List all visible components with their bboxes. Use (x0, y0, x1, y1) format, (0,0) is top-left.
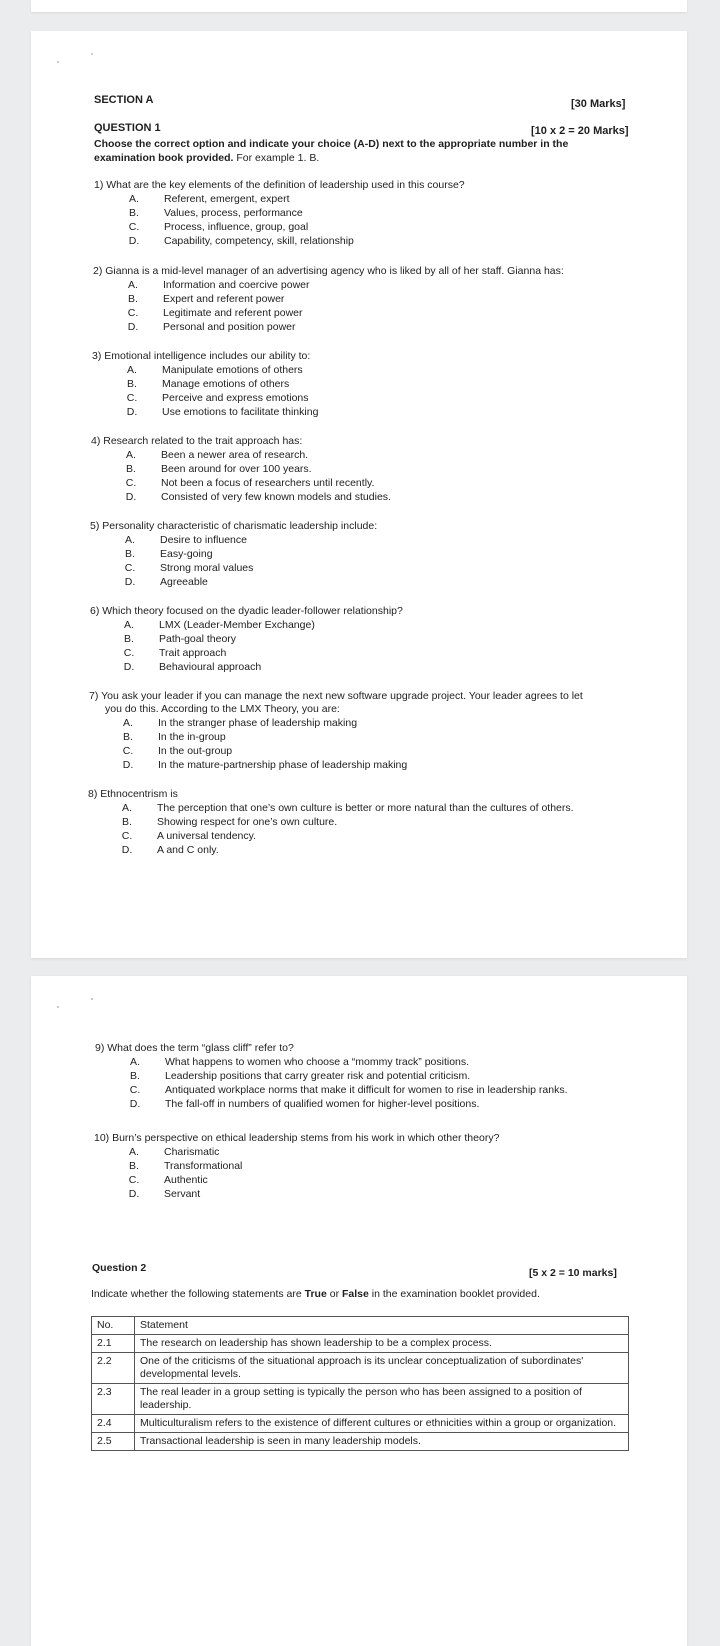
instruction-text: Indicate whether the following statements are (91, 1288, 305, 1300)
instruction-bold-text: examination book provided. (94, 152, 234, 164)
option-letter: D. (126, 406, 138, 418)
option-letter: D. (129, 1098, 141, 1110)
option-text: Easy-going (160, 548, 213, 560)
question1-instruction-line2 (94, 152, 319, 164)
option-text: In the stranger phase of leadership making (158, 717, 358, 729)
option-text: Leadership positions that carry greater risk and potential criticism. (165, 1070, 471, 1082)
option-text: Showing respect for one’s own culture. (157, 816, 338, 828)
option-letter: A. (123, 717, 133, 729)
option-text: In the in-group (158, 731, 226, 743)
instruction-false: False (341, 1288, 369, 1300)
option-text: A universal tendency. (157, 830, 257, 842)
scan-speck (91, 998, 93, 1000)
instruction-text: or (326, 1288, 342, 1300)
question-stem: 4) Research related to the trait approach has: (91, 435, 303, 447)
option-text: Process, influence, group, goal (164, 221, 309, 233)
scan-speck (57, 1006, 59, 1008)
section-marks: [30 Marks] (571, 98, 626, 110)
option-letter: A. (128, 279, 138, 291)
instruction-example-text: For example 1. B. (236, 152, 320, 164)
option-letter: D. (125, 491, 137, 503)
option-text: Been around for over 100 years. (161, 463, 312, 475)
row-number: 2.1 (92, 1335, 135, 1353)
option-letter: B. (123, 731, 133, 743)
option-letter: A. (122, 802, 132, 814)
option-text: Charismatic (164, 1146, 220, 1158)
row-number: 2.4 (92, 1415, 135, 1433)
question1-title: QUESTION 1 (94, 122, 161, 134)
option-letter: D. (123, 661, 135, 673)
question2-marks: [5 x 2 = 10 marks] (529, 1267, 617, 1279)
true-false-table (91, 1316, 629, 1451)
option-letter: B. (130, 1070, 140, 1082)
question1-instruction-line1: Choose the correct option and indicate your choice (A-D) next to the appropriate number in the (94, 138, 569, 150)
option-letter: D. (124, 576, 136, 588)
table-row (92, 1433, 629, 1451)
option-letter: D. (122, 759, 134, 771)
option-letter: D. (121, 844, 133, 856)
document-page-2 (31, 976, 687, 1646)
table-row (92, 1384, 629, 1415)
option-letter: B. (127, 378, 137, 390)
question2-instruction (91, 1288, 540, 1300)
option-letter: B. (128, 293, 138, 305)
option-text: Not been a focus of researchers until recently. (161, 477, 375, 489)
row-statement: Transactional leadership is seen in many leadership models. (135, 1433, 629, 1451)
option-text: Been a newer area of research. (161, 449, 309, 461)
question2-title: Question 2 (92, 1262, 147, 1274)
option-text: The fall-off in numbers of qualified women for higher-level positions. (165, 1098, 480, 1110)
question-stem: 10) Burn’s perspective on ethical leadership stems from his work in which other theory? (94, 1132, 500, 1144)
option-letter: B. (126, 463, 136, 475)
question1-marks: [10 x 2 = 20 Marks] (531, 125, 629, 137)
option-text: Path-goal theory (159, 633, 237, 645)
table-row (92, 1353, 629, 1384)
option-text: Trait approach (159, 647, 227, 659)
option-text: Transformational (164, 1160, 243, 1172)
option-text: Agreeable (160, 576, 208, 588)
option-text: Perceive and express emotions (162, 392, 309, 404)
option-letter: A. (127, 364, 137, 376)
table-header-row (92, 1317, 629, 1335)
option-text: Expert and referent power (163, 293, 285, 305)
instruction-true: True (304, 1288, 327, 1300)
option-text: Use emotions to facilitate thinking (162, 406, 319, 418)
question-stem: 3) Emotional intelligence includes our ability to: (92, 350, 311, 362)
option-text: Consisted of very few known models and studies. (161, 491, 391, 503)
option-letter: B. (129, 207, 139, 219)
question-stem: 5) Personality characteristic of charismatic leadership include: (90, 520, 378, 532)
option-text: Authentic (164, 1174, 208, 1186)
column-header-statement: Statement (135, 1317, 629, 1335)
scan-speck (57, 61, 59, 63)
option-text: Information and coercive power (163, 279, 310, 291)
option-letter: C. (124, 562, 136, 574)
option-letter: A. (126, 449, 136, 461)
option-text: What happens to women who choose a “mommy track” positions. (165, 1056, 470, 1068)
option-letter: C. (121, 830, 133, 842)
scan-speck (91, 53, 93, 55)
row-number: 2.2 (92, 1353, 135, 1384)
option-letter: B. (125, 548, 135, 560)
previous-page-strip (31, 0, 687, 12)
row-statement: Multiculturalism refers to the existence of different cultures or ethnicities within a group or organization. (135, 1415, 629, 1433)
option-text: Capability, competency, skill, relationship (164, 235, 354, 247)
option-letter: D. (128, 1188, 140, 1200)
option-letter: D. (128, 235, 140, 247)
question-stem: 8) Ethnocentrism is (88, 788, 178, 800)
question-stem: 7) You ask your leader if you can manage the next new software upgrade project. Your leader agrees to let (89, 690, 583, 702)
question-stem: 6) Which theory focused on the dyadic leader-follower relationship? (90, 605, 403, 617)
option-text: Servant (164, 1188, 201, 1200)
option-text: In the out-group (158, 745, 233, 757)
option-letter: A. (130, 1056, 140, 1068)
row-number: 2.3 (92, 1384, 135, 1415)
option-text: Values, process, performance (164, 207, 303, 219)
option-letter: C. (128, 221, 140, 233)
option-text: A and C only. (157, 844, 219, 856)
option-letter: D. (127, 321, 139, 333)
row-statement: The real leader in a group setting is typically the person who has been assigned to a position of leadership. (135, 1384, 629, 1415)
option-letter: A. (129, 193, 139, 205)
option-text: Manipulate emotions of others (162, 364, 303, 376)
option-letter: C. (127, 307, 139, 319)
option-letter: C. (122, 745, 134, 757)
section-title: SECTION A (94, 94, 154, 106)
option-text: Antiquated workplace norms that make it difficult for women to rise in leadership ranks. (165, 1084, 568, 1096)
option-text: The perception that one’s own culture is better or more natural than the cultures of others. (157, 802, 574, 814)
option-letter: C. (126, 392, 138, 404)
row-number: 2.5 (92, 1433, 135, 1451)
instruction-text: in the examination booklet provided. (368, 1288, 540, 1300)
option-text: LMX (Leader-Member Exchange) (159, 619, 315, 631)
option-text: In the mature-partnership phase of leadership making (158, 759, 408, 771)
document-page-1 (31, 31, 687, 958)
option-text: Personal and position power (163, 321, 296, 333)
row-statement: One of the criticisms of the situational approach is its unclear conceptualization of subordinates' developmental levels. (135, 1353, 629, 1384)
option-letter: B. (129, 1160, 139, 1172)
option-letter: B. (122, 816, 132, 828)
option-text: Legitimate and referent power (163, 307, 303, 319)
option-letter: C. (129, 1084, 141, 1096)
option-text: Manage emotions of others (162, 378, 290, 390)
option-letter: C. (123, 647, 135, 659)
option-letter: A. (129, 1146, 139, 1158)
table-row (92, 1335, 629, 1353)
row-statement: The research on leadership has shown leadership to be a complex process. (135, 1335, 629, 1353)
question-stem: 2) Gianna is a mid-level manager of an advertising agency who is liked by all of her staff. Gianna has: (93, 265, 564, 277)
option-text: Strong moral values (160, 562, 254, 574)
question-stem: 1) What are the key elements of the definition of leadership used in this course? (94, 179, 465, 191)
option-letter: C. (128, 1174, 140, 1186)
table-row (92, 1415, 629, 1433)
option-letter: C. (125, 477, 137, 489)
question-stem: 9) What does the term “glass cliff” refer to? (95, 1042, 294, 1054)
option-letter: B. (124, 633, 134, 645)
option-text: Desire to influence (160, 534, 247, 546)
option-text: Referent, emergent, expert (164, 193, 290, 205)
option-letter: A. (125, 534, 135, 546)
question-stem-continued: you do this. According to the LMX Theory, you are: (105, 703, 340, 715)
option-letter: A. (124, 619, 134, 631)
option-text: Behavioural approach (159, 661, 262, 673)
column-header-no: No. (92, 1317, 135, 1335)
